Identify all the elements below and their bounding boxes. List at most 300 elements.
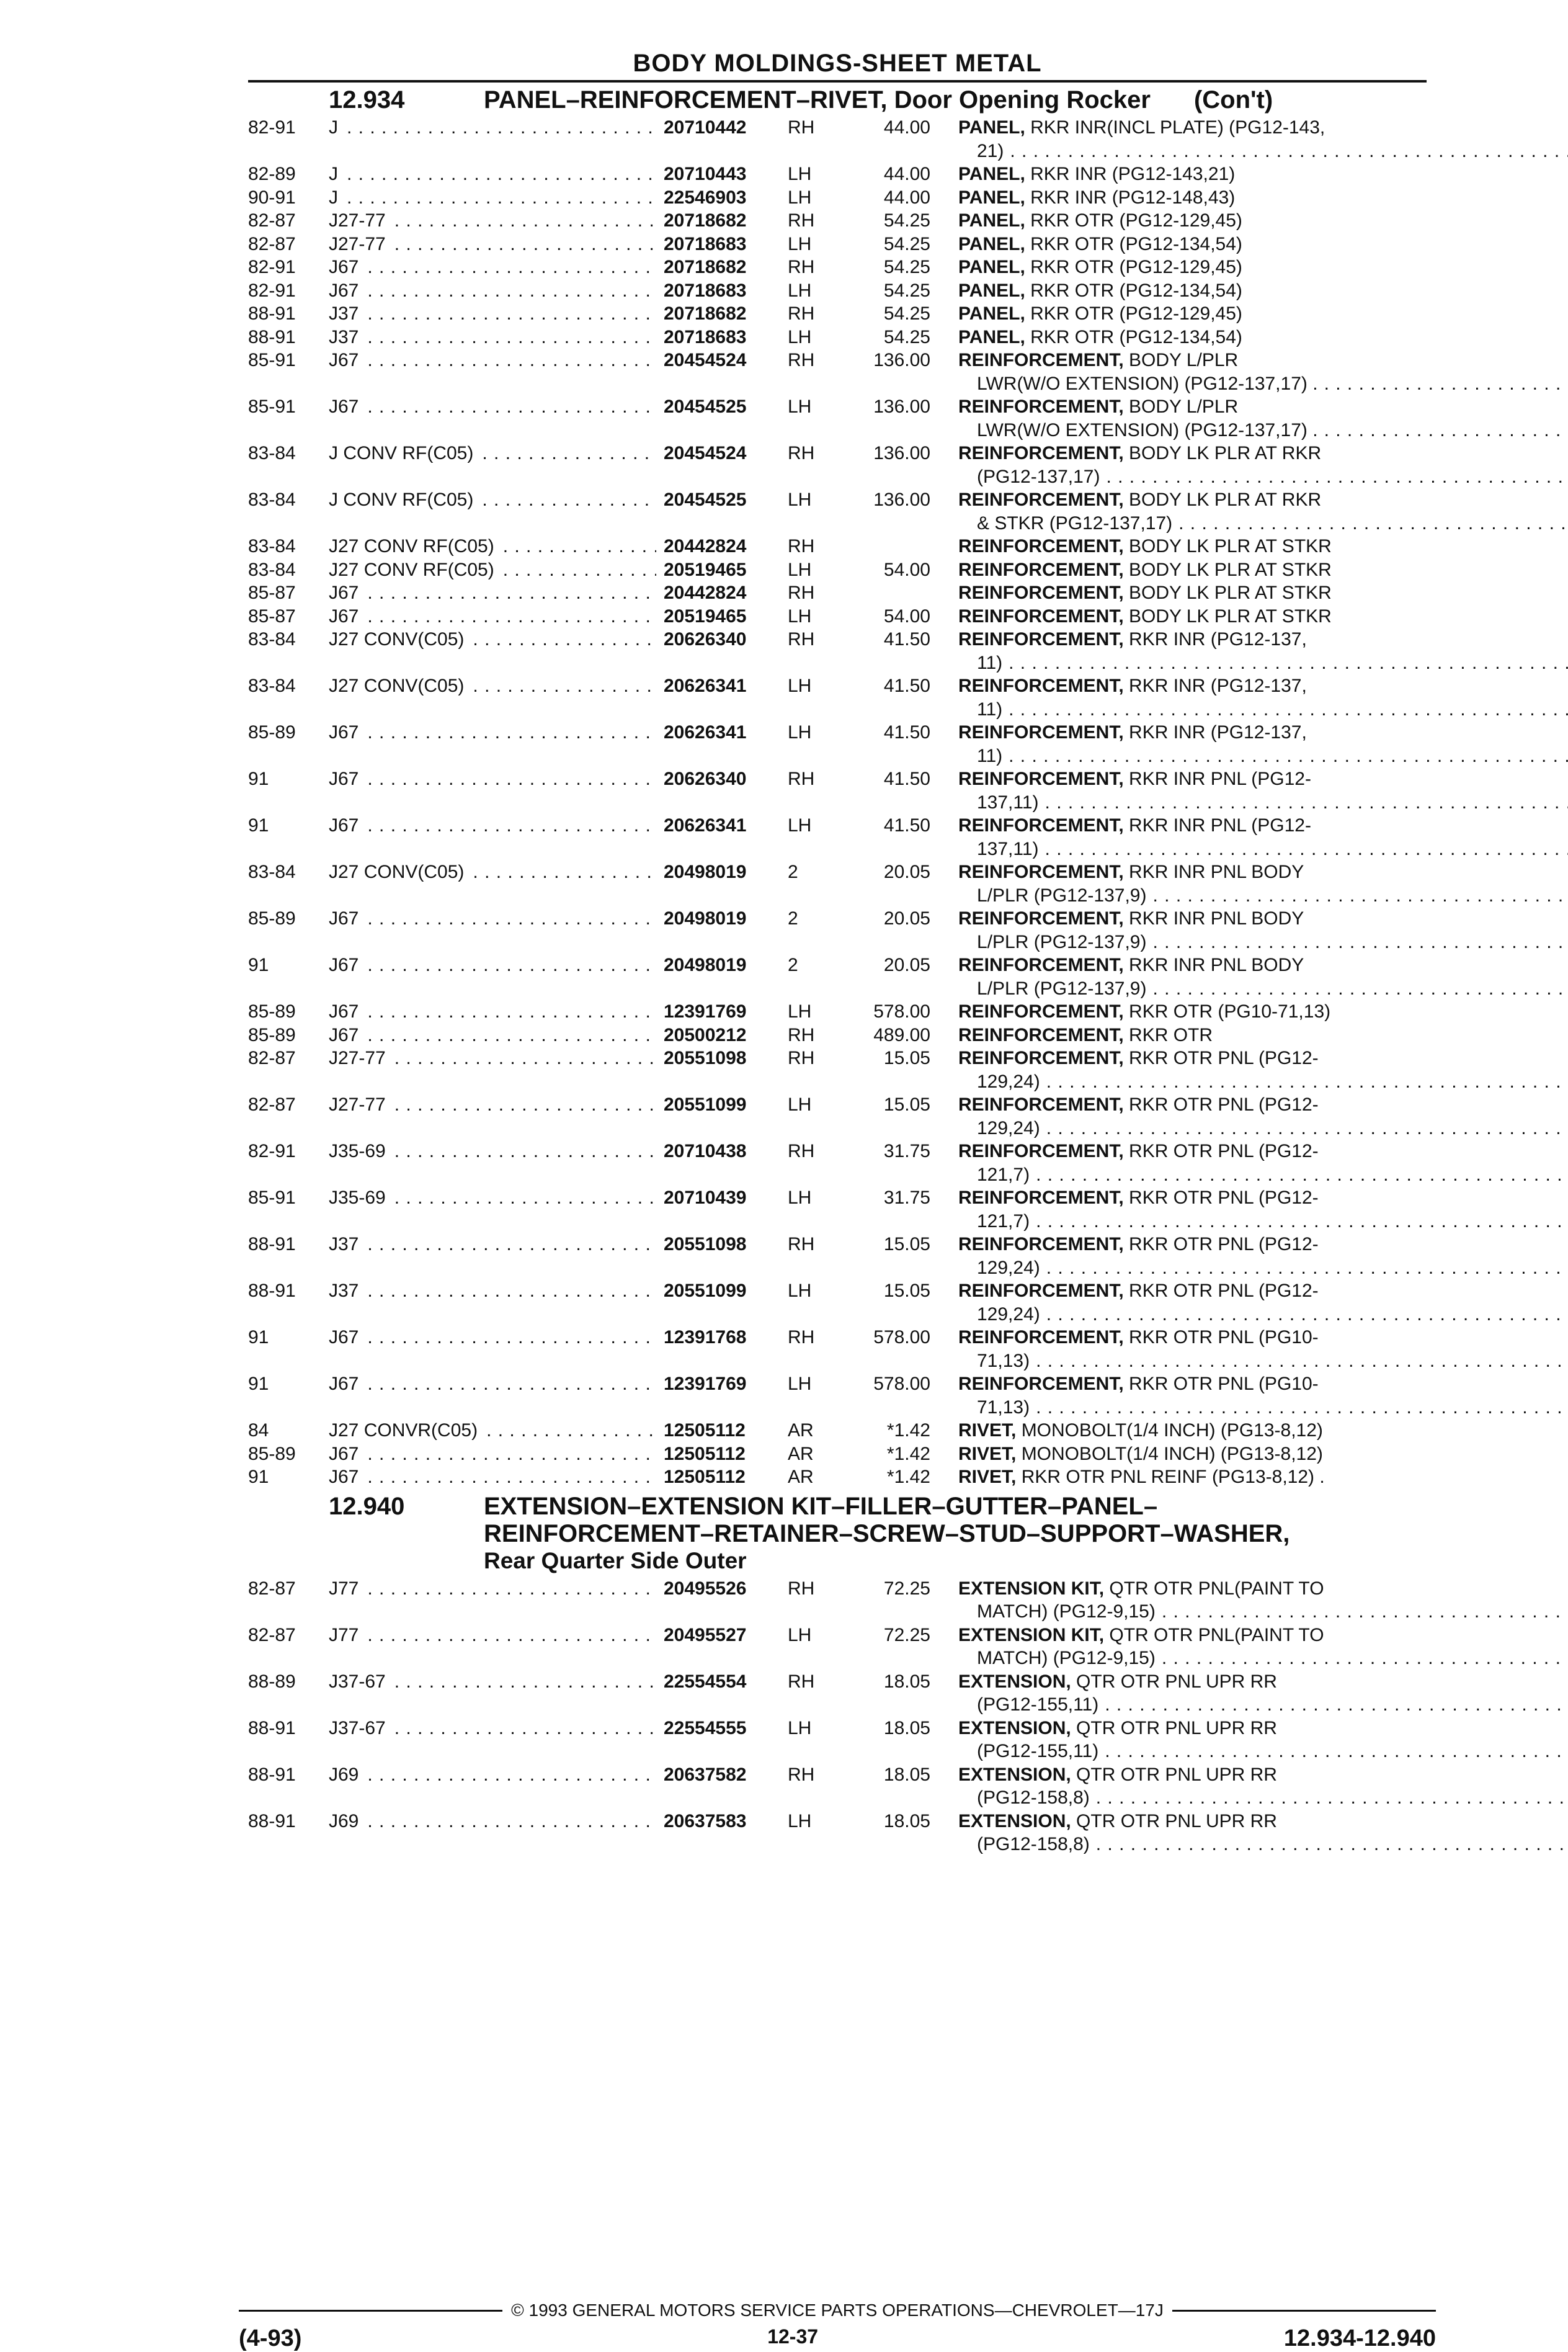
- model-code: J37-67: [329, 1671, 386, 1692]
- description-line2: MATCH) (PG12-9,15): [977, 1601, 1156, 1622]
- model-years: 88-91: [248, 1717, 296, 1738]
- part-number: 22554555: [664, 1717, 747, 1738]
- dot-leader: [473, 861, 656, 907]
- price: 41.50: [883, 629, 930, 650]
- part-name: REINFORCEMENT,: [958, 1141, 1124, 1161]
- model-years: 85-89: [248, 722, 296, 743]
- part-number: 20710439: [664, 1187, 747, 1208]
- part-name: REINFORCEMENT,: [958, 536, 1124, 557]
- price: 18.05: [883, 1717, 930, 1738]
- description-line1: BODY L/PLR: [1123, 350, 1239, 370]
- dot-leader: [367, 1577, 656, 1624]
- price: 54.25: [883, 303, 930, 324]
- section-heading-12934: [248, 86, 1427, 114]
- part-description: [958, 233, 1427, 256]
- model-code: J CONV RF(C05): [329, 490, 474, 510]
- side-qty: RH: [788, 1578, 815, 1599]
- part-name: REINFORCEMENT,: [958, 606, 1124, 627]
- part-number: 20519465: [664, 559, 747, 580]
- description-line2: 11): [977, 652, 1003, 673]
- part-description: [958, 907, 1568, 954]
- part-name: PANEL,: [958, 326, 1025, 347]
- model-code-cell: [329, 302, 664, 326]
- side-qty: LH: [788, 1281, 812, 1301]
- dot-leader: [473, 674, 656, 721]
- description-line2: 129,24): [977, 1117, 1040, 1138]
- description-line1: RKR INR PNL BODY: [1123, 955, 1304, 975]
- description-line1: RKR OTR PNL (PG12-: [1123, 1048, 1319, 1068]
- model-years: 85-89: [248, 1024, 296, 1045]
- description-line1: RKR INR PNL (PG12-: [1123, 815, 1311, 836]
- description-line2: 129,24): [977, 1071, 1040, 1092]
- description-line1: RKR OTR (PG12-134,54): [1025, 280, 1242, 301]
- model-code: J77: [329, 1578, 359, 1599]
- part-row: [248, 1419, 1427, 1442]
- side-qty: LH: [788, 187, 812, 208]
- description-line1: RKR OTR: [1123, 1024, 1213, 1045]
- side-qty: RH: [788, 1764, 815, 1785]
- part-number: 20495526: [664, 1578, 747, 1599]
- part-number: 22546903: [664, 187, 747, 208]
- description-line1: QTR OTR PNL UPR RR: [1071, 1810, 1277, 1831]
- model-years: 85-89: [248, 908, 296, 929]
- dot-leader: [367, 907, 656, 954]
- part-number: 20626341: [664, 815, 747, 836]
- part-description: [958, 1140, 1568, 1186]
- dot-leader: [1045, 838, 1568, 861]
- description-line2: 121,7): [977, 1210, 1030, 1232]
- part-number: 22554554: [664, 1671, 747, 1692]
- part-name: EXTENSION,: [958, 1810, 1071, 1831]
- part-row: [248, 814, 1427, 861]
- part-row: [248, 861, 1427, 907]
- model-code-cell: [329, 233, 664, 256]
- part-number: 20551099: [664, 1281, 747, 1301]
- part-number: 20718682: [664, 257, 747, 277]
- model-code-cell: [329, 442, 664, 488]
- model-code-cell: [329, 1717, 664, 1763]
- dot-leader: [1036, 1349, 1568, 1373]
- part-number: 20626341: [664, 676, 747, 696]
- model-code: J67: [329, 1443, 359, 1464]
- side-qty: LH: [788, 676, 812, 696]
- price: 31.75: [883, 1187, 930, 1208]
- description-line1: BODY LK PLR AT STKR: [1123, 583, 1332, 603]
- price: 31.75: [883, 1141, 930, 1161]
- dot-leader: [367, 1810, 656, 1856]
- price: *1.42: [886, 1420, 930, 1441]
- part-description: [958, 1279, 1568, 1326]
- dot-leader: [367, 1326, 656, 1372]
- part-description: [958, 395, 1568, 442]
- model-code: J69: [329, 1810, 359, 1831]
- model-code: J67: [329, 1001, 359, 1022]
- part-name: REINFORCEMENT,: [958, 1327, 1124, 1348]
- part-name: REINFORCEMENT,: [958, 1234, 1124, 1254]
- model-years: 85-87: [248, 606, 296, 627]
- part-name: PANEL,: [958, 303, 1025, 324]
- part-name: REINFORCEMENT,: [958, 350, 1124, 370]
- part-row: [248, 1093, 1427, 1140]
- side-qty: RH: [788, 1327, 815, 1348]
- model-years: 83-84: [248, 490, 296, 510]
- parts-list-12940: [248, 1577, 1427, 1856]
- section-number: 12.940: [329, 1492, 405, 1520]
- dot-leader: [1106, 465, 1568, 489]
- side-qty: AR: [788, 1420, 814, 1441]
- part-number: 20718683: [664, 326, 747, 347]
- dot-leader: [367, 279, 656, 303]
- model-code: J67: [329, 955, 359, 975]
- model-code: J35-69: [329, 1187, 386, 1208]
- price: 15.05: [883, 1234, 930, 1254]
- part-number: 20710443: [664, 164, 747, 184]
- model-years: 82-87: [248, 1578, 296, 1599]
- section-number: 12.934: [329, 86, 405, 114]
- dot-leader: [367, 1465, 656, 1489]
- dot-leader: [1324, 372, 1568, 396]
- model-code: J67: [329, 1467, 359, 1487]
- description-line2: 71,13): [977, 1350, 1030, 1371]
- model-code-cell: [329, 326, 664, 349]
- description-line1: RKR OTR PNL REINF (PG13-8,12) .: [1016, 1467, 1325, 1487]
- section-title: PANEL–REINFORCEMENT–RIVET, Door Opening Rocker: [484, 86, 1151, 114]
- description-line1: RKR OTR (PG12-129,45): [1025, 257, 1242, 277]
- price: 41.50: [883, 815, 930, 836]
- dot-leader: [1152, 884, 1568, 908]
- part-name: EXTENSION,: [958, 1717, 1071, 1738]
- part-row: [248, 1442, 1427, 1466]
- model-code-cell: [329, 1140, 664, 1186]
- part-description: [958, 1670, 1568, 1717]
- section-subtitle: Rear Quarter Side Outer: [484, 1547, 747, 1573]
- dot-leader: [486, 1419, 656, 1442]
- description-line2: (PG12-155,11): [977, 1741, 1099, 1761]
- description-line1: RKR OTR (PG12-134,54): [1025, 326, 1242, 347]
- part-name: REINFORCEMENT,: [958, 1024, 1124, 1045]
- parts-list-12934: [248, 116, 1427, 1489]
- part-number: 20551099: [664, 1094, 747, 1115]
- part-name: PANEL,: [958, 233, 1025, 254]
- price: 41.50: [883, 676, 930, 696]
- model-years: 88-89: [248, 1671, 296, 1692]
- price: 18.05: [883, 1810, 930, 1831]
- part-description: [958, 302, 1427, 326]
- model-code-cell: [329, 1093, 664, 1140]
- part-name: REINFORCEMENT,: [958, 1094, 1124, 1115]
- part-number: 20626340: [664, 769, 747, 789]
- description-line1: MONOBOLT(1/4 INCH) (PG13-8,12): [1016, 1420, 1323, 1441]
- part-number: 20551098: [664, 1048, 747, 1068]
- side-qty: LH: [788, 233, 812, 254]
- dot-leader: [367, 1624, 656, 1670]
- side-qty: AR: [788, 1443, 814, 1464]
- dot-leader: [1105, 1740, 1568, 1763]
- model-code-cell: [329, 628, 664, 674]
- part-number: 20519465: [664, 606, 747, 627]
- part-description: [958, 1442, 1427, 1466]
- model-code: J: [329, 187, 338, 208]
- model-code-cell: [329, 674, 664, 721]
- part-description: [958, 209, 1427, 233]
- description-line2: 11): [977, 699, 1003, 720]
- model-code: J67: [329, 1024, 359, 1045]
- part-row: [248, 1326, 1427, 1372]
- part-row: [248, 1140, 1427, 1186]
- part-number: 20498019: [664, 908, 747, 929]
- model-code-cell: [329, 116, 664, 163]
- model-code: J CONV RF(C05): [329, 443, 474, 463]
- model-years: 83-84: [248, 559, 296, 580]
- page-header: BODY MOLDINGS-SHEET METAL: [248, 50, 1427, 83]
- description-line2: LWR(W/O EXTENSION) (PG12-137,17) .: [977, 419, 1318, 440]
- description-line2: & STKR (PG12-137,17): [977, 512, 1173, 534]
- description-line1: RKR INR PNL BODY: [1123, 862, 1304, 882]
- part-name: REINFORCEMENT,: [958, 1001, 1124, 1022]
- model-years: 85-91: [248, 396, 296, 417]
- part-number: 12391769: [664, 1001, 747, 1022]
- part-row: [248, 674, 1427, 721]
- side-qty: RH: [788, 1048, 815, 1068]
- part-name: REINFORCEMENT,: [958, 815, 1124, 836]
- side-qty: LH: [788, 1094, 812, 1115]
- part-row: [248, 1763, 1427, 1810]
- part-row: [248, 1372, 1427, 1419]
- part-number: 20718682: [664, 210, 747, 231]
- model-code: J67: [329, 1374, 359, 1394]
- part-description: [958, 767, 1568, 814]
- dot-leader: [1152, 931, 1568, 954]
- part-number: 20551098: [664, 1234, 747, 1254]
- model-years: 88-91: [248, 1281, 296, 1301]
- description-line2: (PG12-158,8): [977, 1787, 1090, 1808]
- part-description: [958, 1024, 1427, 1047]
- model-code-cell: [329, 814, 664, 861]
- side-qty: LH: [788, 559, 812, 580]
- price: *1.42: [886, 1443, 930, 1464]
- part-name: REINFORCEMENT,: [958, 583, 1124, 603]
- dot-leader: [367, 767, 656, 814]
- price: [837, 535, 958, 558]
- description-line2: MATCH) (PG12-9,15): [977, 1648, 1156, 1668]
- side-qty: LH: [788, 815, 812, 836]
- price: 136.00: [873, 490, 930, 510]
- side-qty: RH: [788, 536, 815, 557]
- dot-leader: [367, 1372, 656, 1419]
- price: 44.00: [883, 117, 930, 138]
- model-code: J67: [329, 722, 359, 743]
- description-line2: (PG12-155,11): [977, 1694, 1099, 1715]
- model-code-cell: [329, 209, 664, 233]
- dot-leader: [1036, 1396, 1568, 1420]
- part-description: [958, 1372, 1568, 1419]
- side-qty: RH: [788, 1024, 815, 1045]
- part-description: [958, 1465, 1427, 1489]
- part-number: 20442824: [664, 583, 747, 603]
- dot-leader: [394, 209, 656, 233]
- part-row: [248, 907, 1427, 954]
- part-description: [958, 1810, 1568, 1856]
- part-name: RIVET,: [958, 1467, 1017, 1487]
- part-name: REINFORCEMENT,: [958, 629, 1124, 650]
- description-line1: RKR OTR PNL (PG12-: [1123, 1141, 1319, 1161]
- model-code-cell: [329, 1233, 664, 1279]
- part-row: [248, 1024, 1427, 1047]
- part-row: [248, 1000, 1427, 1024]
- part-description: [958, 163, 1427, 186]
- price: 20.05: [883, 955, 930, 975]
- footer-rule-left: [239, 2310, 502, 2312]
- model-code-cell: [329, 395, 664, 442]
- dot-leader: [482, 442, 656, 488]
- part-description: [958, 1047, 1568, 1093]
- model-years: 83-84: [248, 443, 296, 463]
- dot-leader: [1009, 745, 1568, 768]
- dot-leader: [1046, 1117, 1568, 1140]
- part-description: [958, 186, 1427, 210]
- price: 15.05: [883, 1281, 930, 1301]
- part-description: [958, 535, 1427, 558]
- part-row: [248, 279, 1427, 303]
- model-code: J27 CONV RF(C05): [329, 559, 494, 580]
- description-line1: QTR OTR PNL UPR RR: [1071, 1764, 1277, 1785]
- model-code-cell: [329, 349, 664, 395]
- side-qty: RH: [788, 769, 815, 789]
- model-code: J: [329, 164, 338, 184]
- part-row: [248, 233, 1427, 256]
- part-number: 12505112: [664, 1420, 746, 1441]
- side-qty: LH: [788, 606, 812, 627]
- model-years: 82-91: [248, 1141, 296, 1161]
- model-code: J67: [329, 583, 359, 603]
- model-years: 82-87: [248, 1624, 296, 1645]
- part-description: [958, 349, 1568, 395]
- price: 15.05: [883, 1048, 930, 1068]
- part-description: [958, 1000, 1427, 1024]
- part-description: [958, 1326, 1568, 1372]
- part-name: PANEL,: [958, 210, 1025, 231]
- dot-leader: [394, 1186, 656, 1233]
- model-code: J69: [329, 1764, 359, 1785]
- dot-leader: [1162, 1600, 1568, 1624]
- part-row: [248, 1465, 1427, 1489]
- part-number: 20495527: [664, 1624, 747, 1645]
- price: *1.42: [886, 1467, 930, 1487]
- description-line1: RKR OTR (PG10-71,13): [1123, 1001, 1331, 1022]
- description-line2: L/PLR (PG12-137,9): [977, 931, 1147, 952]
- price: 44.00: [883, 164, 930, 184]
- model-code: J67: [329, 280, 359, 301]
- description-line1: RKR INR (PG12-148,43): [1025, 187, 1236, 208]
- model-years: 82-87: [248, 1094, 296, 1115]
- side-qty: LH: [788, 1810, 812, 1831]
- description-line1: QTR OTR PNL(PAINT TO: [1104, 1624, 1324, 1645]
- part-row: [248, 209, 1427, 233]
- side-qty: RH: [788, 629, 815, 650]
- part-row: [248, 1047, 1427, 1093]
- dot-leader: [347, 163, 656, 186]
- part-description: [958, 488, 1568, 535]
- dot-leader: [367, 326, 656, 349]
- dot-leader: [367, 302, 656, 326]
- part-row: [248, 628, 1427, 674]
- side-qty: RH: [788, 210, 815, 231]
- model-code: J67: [329, 396, 359, 417]
- price: 72.25: [883, 1578, 930, 1599]
- part-row: [248, 767, 1427, 814]
- dot-leader: [1010, 140, 1568, 163]
- price: 54.25: [883, 280, 930, 301]
- description-line2: 121,7): [977, 1164, 1030, 1185]
- model-code: J27 CONV(C05): [329, 676, 465, 696]
- side-qty: RH: [788, 583, 815, 603]
- dot-leader: [1036, 1210, 1568, 1233]
- model-years: 88-91: [248, 1234, 296, 1254]
- part-description: [958, 326, 1427, 349]
- model-code: J35-69: [329, 1141, 386, 1161]
- model-years: 91: [248, 1374, 269, 1394]
- side-qty: LH: [788, 164, 812, 184]
- model-code: J37: [329, 303, 359, 324]
- dot-leader: [367, 349, 656, 395]
- price: [837, 581, 958, 605]
- continued-label: (Con't): [1193, 86, 1273, 114]
- model-code-cell: [329, 1442, 664, 1466]
- model-code: J27 CONV(C05): [329, 629, 465, 650]
- part-number: 20454525: [664, 490, 747, 510]
- model-code-cell: [329, 954, 664, 1000]
- part-description: [958, 1093, 1568, 1140]
- part-number: 20718683: [664, 233, 747, 254]
- footer-copyright-line: [239, 2301, 1436, 2320]
- price: 136.00: [873, 350, 930, 370]
- part-number: 20718683: [664, 280, 747, 301]
- part-description: [958, 558, 1427, 582]
- dot-leader: [1009, 651, 1568, 675]
- model-code: J67: [329, 908, 359, 929]
- price: 41.50: [883, 722, 930, 743]
- model-years: 88-91: [248, 1810, 296, 1831]
- part-row: [248, 1624, 1427, 1670]
- model-code: J27 CONVR(C05): [329, 1420, 478, 1441]
- side-qty: LH: [788, 1374, 812, 1394]
- description-line1: MONOBOLT(1/4 INCH) (PG13-8,12): [1016, 1443, 1323, 1464]
- description-line2: L/PLR (PG12-137,9): [977, 978, 1147, 999]
- model-code: J37: [329, 326, 359, 347]
- footer-rule-right: [1172, 2310, 1436, 2312]
- dot-leader: [1162, 1647, 1568, 1670]
- model-code-cell: [329, 1372, 664, 1419]
- part-row: [248, 1717, 1427, 1763]
- part-number: 12391768: [664, 1327, 747, 1348]
- part-name: REINFORCEMENT,: [958, 559, 1124, 580]
- part-row: [248, 302, 1427, 326]
- part-number: 20710442: [664, 117, 747, 138]
- model-code-cell: [329, 581, 664, 605]
- dot-leader: [394, 233, 656, 256]
- part-name: PANEL,: [958, 257, 1025, 277]
- part-name: REINFORCEMENT,: [958, 769, 1124, 789]
- model-years: 82-91: [248, 280, 296, 301]
- part-name: REINFORCEMENT,: [958, 396, 1124, 417]
- model-years: 84: [248, 1420, 269, 1441]
- model-code: J67: [329, 1327, 359, 1348]
- description-line2: 129,24): [977, 1257, 1040, 1278]
- dot-leader: [1046, 1070, 1568, 1094]
- description-line1: RKR INR(INCL PLATE) (PG12-143,: [1025, 117, 1325, 138]
- model-code: J: [329, 117, 338, 138]
- description-line1: QTR OTR PNL UPR RR: [1071, 1671, 1277, 1692]
